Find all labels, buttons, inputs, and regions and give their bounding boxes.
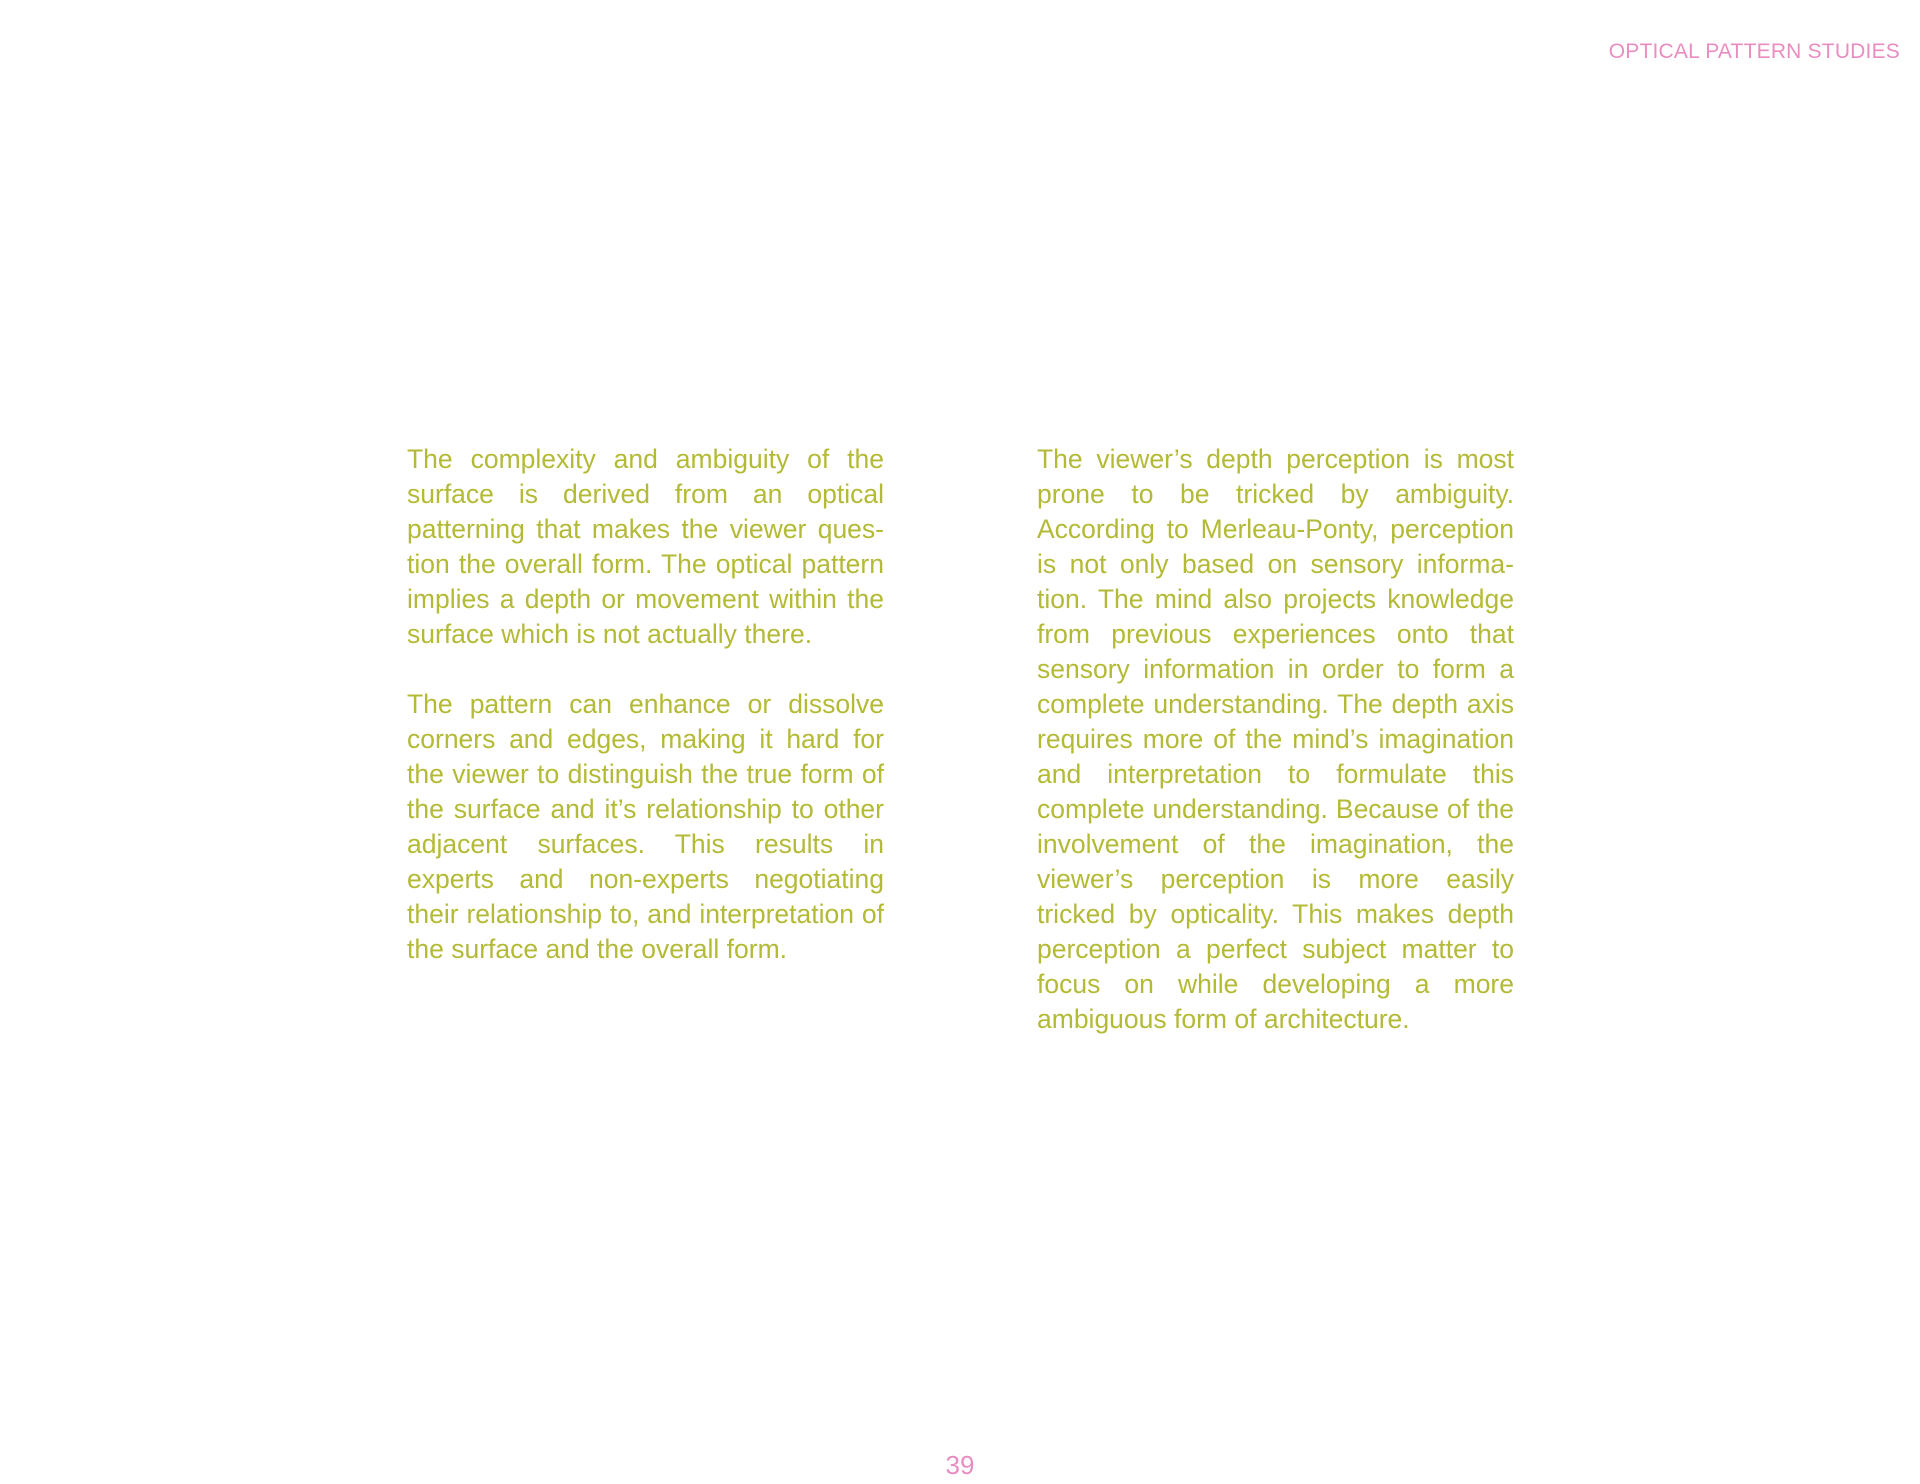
page-number: 39 [945,1450,975,1480]
left-paragraph-2: The pattern can enhance or dissolve corners and edges, making it hard for the viewer to distinguish the true form of the surface and it’s relationship to other adjacent surfaces. This results in experts and non-experts negotiating their relationship to, and interpretation of the surface and the overall form. [407,689,884,964]
running-header-title: OPTICAL PATTERN STUDIES [1608,40,1900,63]
left-text-column [407,442,884,967]
right-paragraph-1: The viewer’s depth perception is most prone to be tricked by ambiguity. According to Merleau-Ponty, perception is not only based on sensory information. The mind also projects knowledge from previous experiences onto that sensory information in order to form a complete understanding. The depth axis requires more of the mind’s imagination and interpretation to formulate this complete understanding. Because of the involvement of the imagination, the viewer’s perception is more easily tricked by opticality. This makes depth perception a perfect subject matter to focus on while developing a more ambiguous form of architecture. [1037,444,1514,1034]
right-text-column [1037,442,1514,1037]
left-paragraph-1: The complexity and ambiguity of the surface is derived from an optical patterning that makes the viewer question the overall form. The optical pattern implies a depth or movement within the surface which is not actually there. [407,444,884,649]
